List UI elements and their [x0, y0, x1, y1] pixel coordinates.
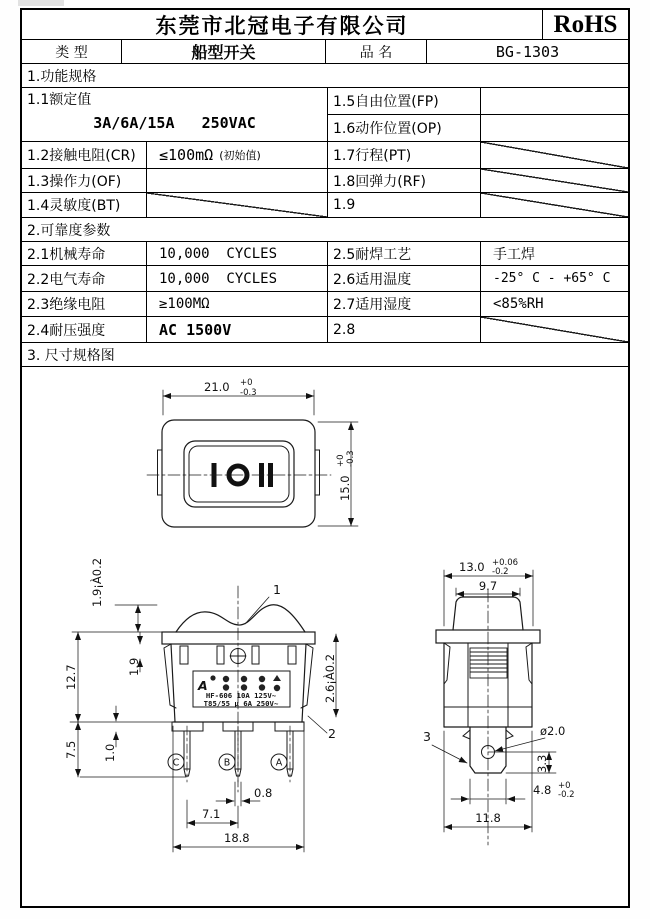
withstand-label-cell: 2.4耐压强度	[22, 317, 147, 342]
side-view-drawing	[423, 558, 575, 845]
front-view-drawing	[64, 558, 337, 852]
humidity-label-cell: 2.7适用湿度	[328, 292, 481, 316]
right-notch	[315, 450, 320, 495]
dim-pin-width: 0.8	[254, 786, 273, 800]
dim-side-rocker-width: 9.7	[478, 579, 498, 593]
dim-pin-pitch: 7.1	[202, 807, 221, 821]
free-position-label-cell: 1.5自由位置(FP)	[328, 88, 481, 114]
dim-top-width: 21.0	[204, 380, 230, 394]
release-force-label-cell: 1.8回弹力(RF)	[328, 169, 481, 192]
rated-cell	[22, 88, 328, 141]
rated-right-subcolumn	[328, 88, 628, 141]
section-functional-row	[22, 64, 628, 88]
electrical-life-value-cell: 10,000 CYCLES	[147, 266, 328, 291]
operating-force-label-cell: 1.3操作力(OF)	[22, 169, 147, 192]
row28-value-cell	[481, 317, 628, 342]
marking-label	[193, 671, 290, 708]
solder-label-cell: 2.5耐焊工艺	[328, 242, 481, 265]
front-flange	[162, 632, 315, 644]
meta-row	[22, 40, 628, 64]
dim-base-width: 11.8	[475, 811, 501, 825]
dim-pin-length: 7.5	[64, 740, 78, 759]
rocker-profile	[176, 605, 305, 632]
sensitivity-row	[22, 193, 628, 218]
certification-marks-icon	[210, 675, 281, 691]
side-ribs	[470, 648, 507, 678]
sensitivity-value-cell	[147, 193, 328, 217]
dim-body-side: 2.6¡À0.2	[323, 653, 337, 703]
company-title: 东莞市北冠电子有限公司	[22, 10, 543, 39]
dim-side-width-tol-bot: -0.2	[492, 567, 509, 577]
temperature-value-cell: -25° C - +65° C	[493, 271, 611, 286]
pin-label-c: C	[172, 757, 180, 769]
sensitivity-label-cell: 1.4灵敏度(BT)	[22, 193, 147, 217]
callout-3-leader	[432, 745, 467, 763]
contact-resistance-value: ≤100mΩ	[159, 146, 214, 164]
dimension-drawings	[22, 367, 628, 906]
dim-body-height: 12.7	[64, 664, 78, 690]
operating-position-value-cell	[481, 115, 628, 141]
header-row	[22, 10, 628, 40]
dim-hole-offset: 3.3	[535, 754, 549, 773]
callout-2: 2	[328, 726, 336, 741]
switch-outline	[162, 420, 315, 527]
section-reliability-title: 2.可靠度参数	[27, 222, 111, 239]
dim-top-height-tol-top: +0	[336, 454, 346, 467]
contact-resistance-row	[22, 142, 628, 169]
dim-pedestal: 1.0	[103, 743, 117, 762]
temperature-label-cell: 2.6适用温度	[328, 266, 481, 291]
withstand-value-cell: AC 1500V	[147, 317, 328, 342]
callout-1-leader	[245, 597, 269, 624]
callout-2-leader	[308, 716, 327, 733]
section-dimensions-title: 3. 尺寸规格图	[27, 347, 115, 364]
travel-label-cell: 1.7行程(PT)	[328, 142, 481, 168]
front-view-dim-texts	[64, 558, 337, 845]
screw-icon	[230, 648, 246, 664]
pin-label-a: A	[275, 757, 283, 769]
insulation-value-cell: ≥100MΩ	[147, 292, 328, 316]
dim-terminal-tol-top: +0	[558, 781, 571, 791]
dim-body-width: 18.8	[224, 831, 250, 845]
pin-labels	[168, 754, 287, 770]
dim-terminal-tol-bot: -0.2	[558, 790, 575, 800]
operating-position-label-cell: 1.6动作位置(OP)	[328, 115, 481, 141]
dim-terminal-width: 4.8	[533, 783, 552, 797]
rated-value: 3A/6A/15A 250VAC	[93, 114, 256, 132]
callout-1: 1	[273, 582, 281, 597]
section-dimensions-row	[22, 343, 628, 367]
top-view-dim-lines	[163, 390, 358, 526]
marking-line1: HF-606 10A 125V~	[205, 691, 277, 700]
contact-resistance-value-cell	[147, 142, 328, 168]
rocker-outline-outer	[184, 441, 294, 507]
dim-top-width-tol-bot: -0.3	[240, 388, 257, 398]
rated-block-row	[22, 88, 628, 142]
left-notch	[158, 450, 163, 495]
dim-top-height: 15.0	[338, 475, 352, 501]
row19-label-cell: 1.9	[328, 193, 481, 217]
dim-top-height-group	[336, 450, 356, 501]
contact-resistance-note: (初始值)	[219, 149, 261, 162]
mechanical-life-label-cell: 2.1机械寿命	[22, 242, 147, 265]
electrical-life-label-cell: 2.2电气寿命	[22, 266, 147, 291]
marking-logo: A	[198, 678, 208, 693]
top-view-drawing	[147, 378, 358, 527]
type-value-cell: 船型开关	[122, 40, 326, 63]
scan-artifact	[18, 0, 64, 6]
free-position-value-cell	[481, 88, 628, 114]
rated-label: 1.1额定值	[27, 92, 92, 108]
pin-label-b: B	[223, 757, 231, 769]
rohs-badge: RoHS	[553, 10, 618, 38]
dim-top-width-tol-top: +0	[240, 378, 253, 388]
section-reliability-row	[22, 218, 628, 242]
dim-flange-depth: 1.9	[127, 657, 141, 676]
withstand-row	[22, 317, 628, 343]
dim-rocker-height: 1.9¡À0.2	[90, 557, 104, 607]
name-value-cell: BG-1303	[495, 42, 560, 61]
row19-value-cell	[481, 193, 628, 217]
row28-label-cell: 2.8	[328, 317, 481, 342]
release-force-value-cell	[481, 169, 628, 192]
type-label-cell: 类 型	[22, 40, 122, 63]
insulation-label-cell: 2.3绝缘电阻	[22, 292, 147, 316]
name-label-cell: 品 名	[326, 40, 427, 63]
mechanical-life-row	[22, 242, 628, 266]
mechanical-life-value-cell: 10,000 CYCLES	[147, 242, 328, 265]
marking-line2: T85/55 μ 6A 250V~	[203, 699, 279, 708]
rocker-outline-inner	[189, 446, 289, 502]
electrical-life-row	[22, 266, 628, 292]
spec-sheet-frame	[20, 8, 630, 908]
contact-resistance-label-cell: 1.2接触电阻(CR)	[22, 142, 147, 168]
travel-value-cell	[481, 142, 628, 168]
humidity-value-cell: <85%RH	[493, 296, 544, 312]
section-functional-title: 1.功能规格	[27, 68, 97, 85]
callout-3: 3	[423, 729, 431, 744]
dim-side-width-tol-top: +0.06	[492, 558, 519, 568]
solder-value-cell: 手工焊	[493, 246, 535, 263]
insulation-row	[22, 292, 628, 317]
dim-top-height-tol-bot: -0.3	[346, 450, 356, 467]
operating-force-value-cell	[147, 169, 328, 192]
dim-side-width: 13.0	[459, 560, 485, 574]
operating-force-row	[22, 169, 628, 193]
dim-hole: ø2.0	[540, 724, 566, 738]
